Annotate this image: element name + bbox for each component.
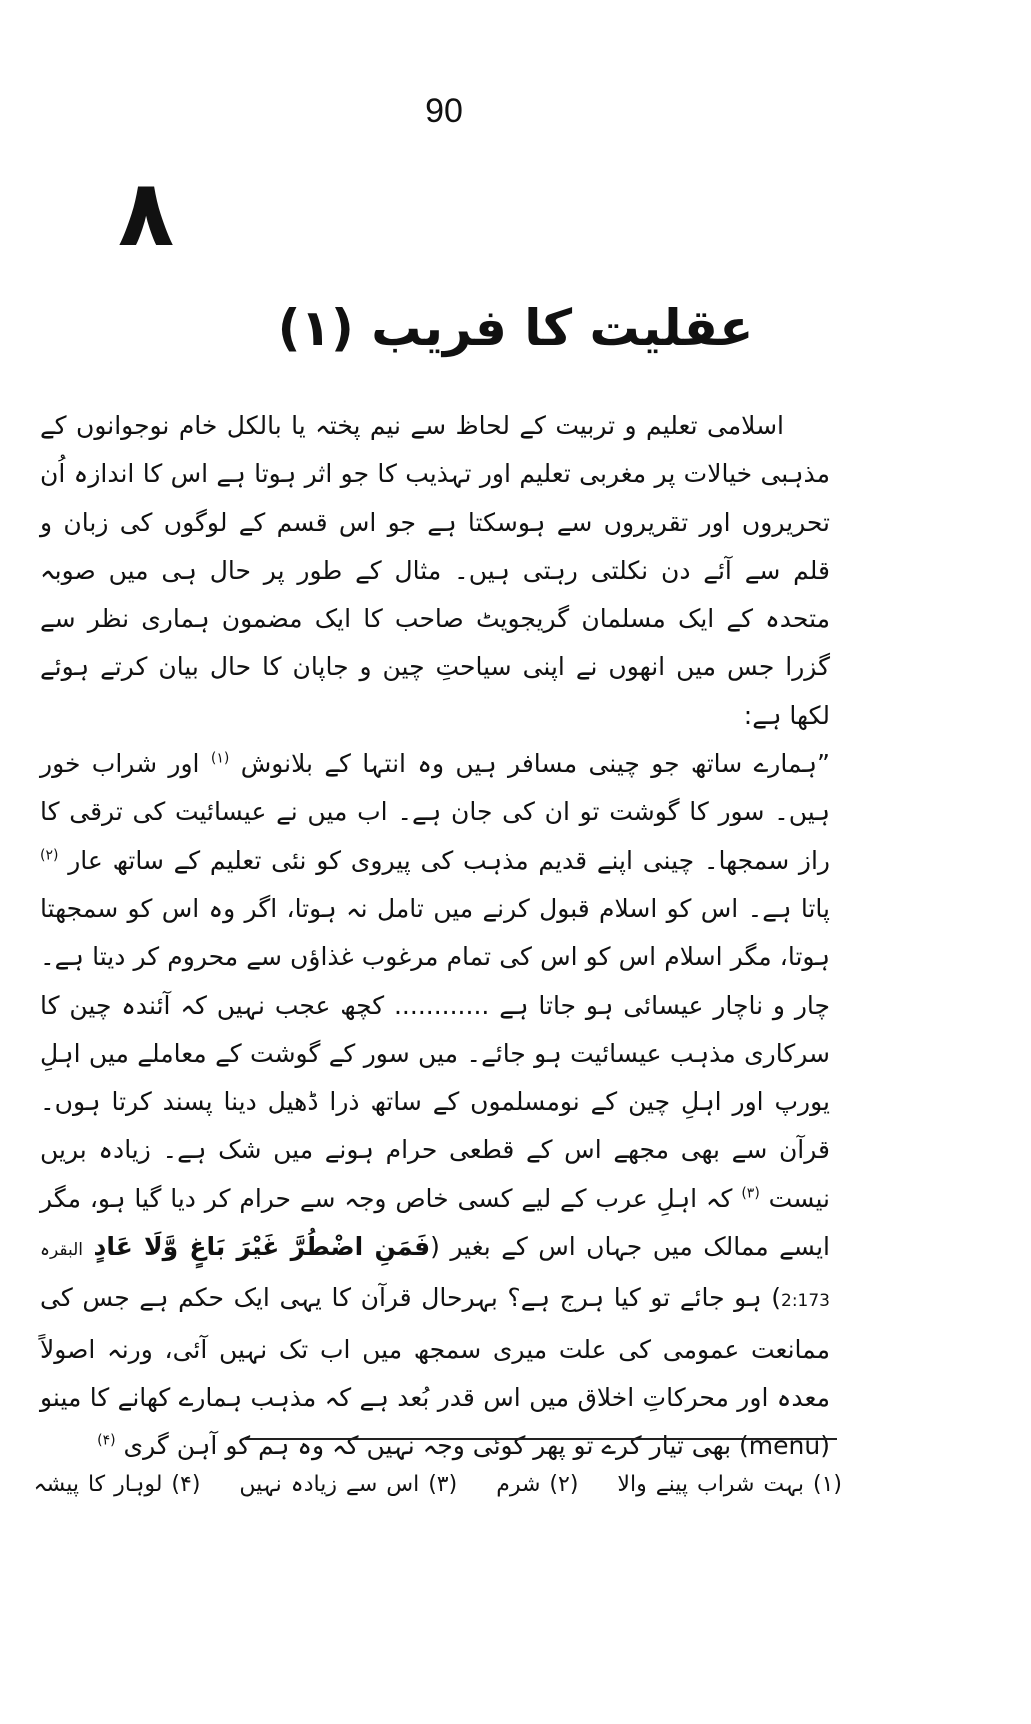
quote-text-2: اور شراب خور ہیں۔ سور کا گوشت تو ان کی جان ہے۔ اب میں نے عیسائیت کی ترقی کا راز سمجھا۔ چینی اپنے قدیم مذہب کی پیروی کو نئی تعلیم کے ساتھ عار xyxy=(40,749,830,875)
footnote-mark-2: (۲) xyxy=(40,847,59,864)
quran-verse: فَمَنِ اضْطُرَّ غَيْرَ بَاغٍ وَّلَا عَادٍ xyxy=(93,1232,431,1262)
intro-paragraph: اسلامی تعلیم و تربیت کے لحاظ سے نیم پختہ یا بالکل خام نوجوانوں کے مذہبی خیالات پر مغربی تعلیم اور تہذیب کا جو اثر ہوتا ہے اس کا اندازہ اُن تحریروں اور تقریروں سے ہوسکتا ہے جو اس قسم کے لوگوں کی زبان و قلم سے آئے دن نکلتی رہتی ہیں۔ مثال کے طور پر حال ہی میں صوبہ متحدہ کے ایک مسلمان گریجویٹ صاحب کا ایک مضمون ہماری نظر سے گزرا جس میں انھوں نے اپنی سیاحتِ چین و جاپان کا حال بیان کرتے ہوئے لکھا ہے: xyxy=(40,411,830,730)
quote-text-5: ) ہو جائے تو کیا ہرج ہے؟ بہرحال قرآن کا یہی ایک حکم ہے جس کی ممانعت عمومی کی علت میری سمجھ میں اب تک نہیں آئی، ورنہ اصولاً معدہ اور محرکاتِ اخلاق میں اس قدر بُعد ہے کہ مذہب ہمارے کھانے کا مینو (menu) بھی تیار کرے تو پھر کوئی وجہ نہیں کہ وہ ہم کو آہن گری xyxy=(40,1283,830,1461)
footnote-mark-3: (۳) xyxy=(741,1185,760,1202)
quote-text-1: ”ہمارے ساتھ جو چینی مسافر ہیں وہ انتہا کے بلانوش xyxy=(240,749,831,779)
footnote-divider xyxy=(245,1438,837,1440)
footnote-1: (۱) بہت شراب پینے والا xyxy=(617,1472,842,1497)
body-text xyxy=(40,402,830,1471)
footnotes xyxy=(33,1470,842,1501)
footnote-2: (۲) شرم xyxy=(496,1472,579,1497)
verse-reference: البقرہ 2:173 xyxy=(40,1240,830,1312)
quote-text-3: پاتا ہے۔ اس کو اسلام قبول کرنے میں تامل نہ ہوتا، اگر وہ اس کو سمجھتا ہوتا، مگر اسلام اس کو اس کی تمام مرغوب غذاؤں سے محروم کر دیتا ہے۔ چار و ناچار عیسائی ہو جاتا ہے ............ کچھ عجب نہیں کہ آئندہ چین کا سرکاری مذہب عیسائیت ہو جائے۔ میں سور کے گوشت کے معاملے میں اہلِ یورپ اور اہلِ چین کے نومسلموں کے ساتھ ذرا ڈھیل دینا پسند کرتا ہوں۔ قرآن سے بھی مجھے اس کے قطعی حرام ہونے میں شک ہے۔ زیادہ بریں نیست xyxy=(40,893,831,1213)
footnote-mark-1: (۱) xyxy=(210,750,230,767)
footnote-mark-4: (۴) xyxy=(97,1432,116,1449)
chapter-number: ٨ xyxy=(118,160,175,267)
chapter-title: عقلیت کا فریب (۱) xyxy=(277,299,754,357)
quote-text-4: کہ اہلِ عرب کے لیے کسی خاص وجہ سے حرام کر دیا گیا ہو، مگر ایسے ممالک میں جہاں اس کے بغیر ( xyxy=(40,1183,830,1262)
page-number: 90 xyxy=(425,92,463,130)
quote-paragraph xyxy=(40,740,830,1470)
footnote-3: (۳) اس سے زیادہ نہیں xyxy=(239,1472,458,1497)
footnote-4: (۴) لوہار کا پیشہ xyxy=(33,1472,201,1497)
